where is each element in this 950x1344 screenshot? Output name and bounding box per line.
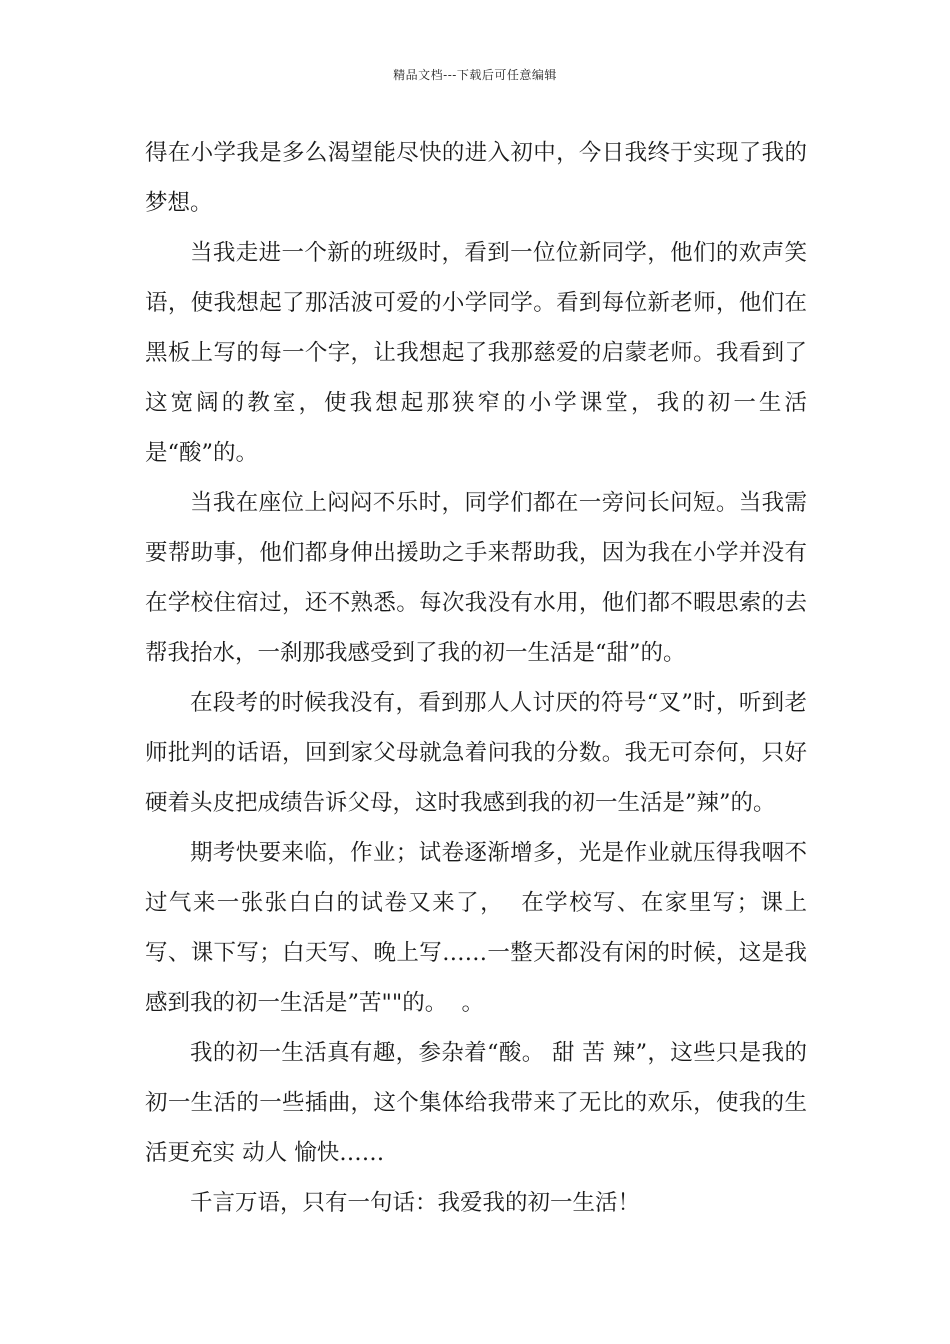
paragraph-3: 当我在座位上闷闷不乐时，同学们都在一旁问长问短。当我需要帮助事，他们都身伸出援助之手来帮助我，因为我在小学并没有在学校住宿过，还不熟悉。每次我没有水用，他们都不暇思索的去帮我抬水，一刹那我感受到了我的初一生活是“甜”的。: [145, 490, 807, 666]
paragraph-4: 在段考的时候我没有，看到那人人讨厌的符号“叉”时，听到老师批判的话语，回到家父母就急着问我的分数。我无可奈何，只好硬着头皮把成绩告诉父母，这时我感到我的初一生活是”辣”的。: [145, 690, 807, 816]
paragraph-5: 期考快要来临，作业；试卷逐渐增多，光是作业就压得我咽不过气来一张张白白的试卷又来了， 在学校写、在家里写；课上写、课下写；白天写、晚上写……一整天都没有闲的时候，这是我感到我的初一生活是”苦""的。 。: [145, 840, 807, 1016]
page-header: 精品文档---下载后可任意编辑: [393, 68, 557, 82]
document-body: [145, 128, 807, 1228]
paragraph-2: 当我走进一个新的班级时，看到一位位新同学，他们的欢声笑语，使我想起了那活波可爱的小学同学。看到每位新老师，他们在黑板上写的每一个字，让我想起了我那慈爱的启蒙老师。我看到了这宽阔的教室，使我想起那狭窄的小学课堂，我的初一生活是“酸”的。: [145, 240, 807, 466]
paragraph-6: 我的初一生活真有趣，参杂着“酸。 甜 苦 辣”，这些只是我的初一生活的一些插曲，这个集体给我带来了无比的欢乐，使我的生活更充实 动人 愉快……: [145, 1040, 807, 1166]
paragraph-7: 千言万语，只有一句话：我爱我的初一生活！: [190, 1190, 641, 1216]
paragraph-1: 得在小学我是多么渴望能尽快的进入初中，今日我终于实现了我的梦想。: [145, 140, 807, 216]
